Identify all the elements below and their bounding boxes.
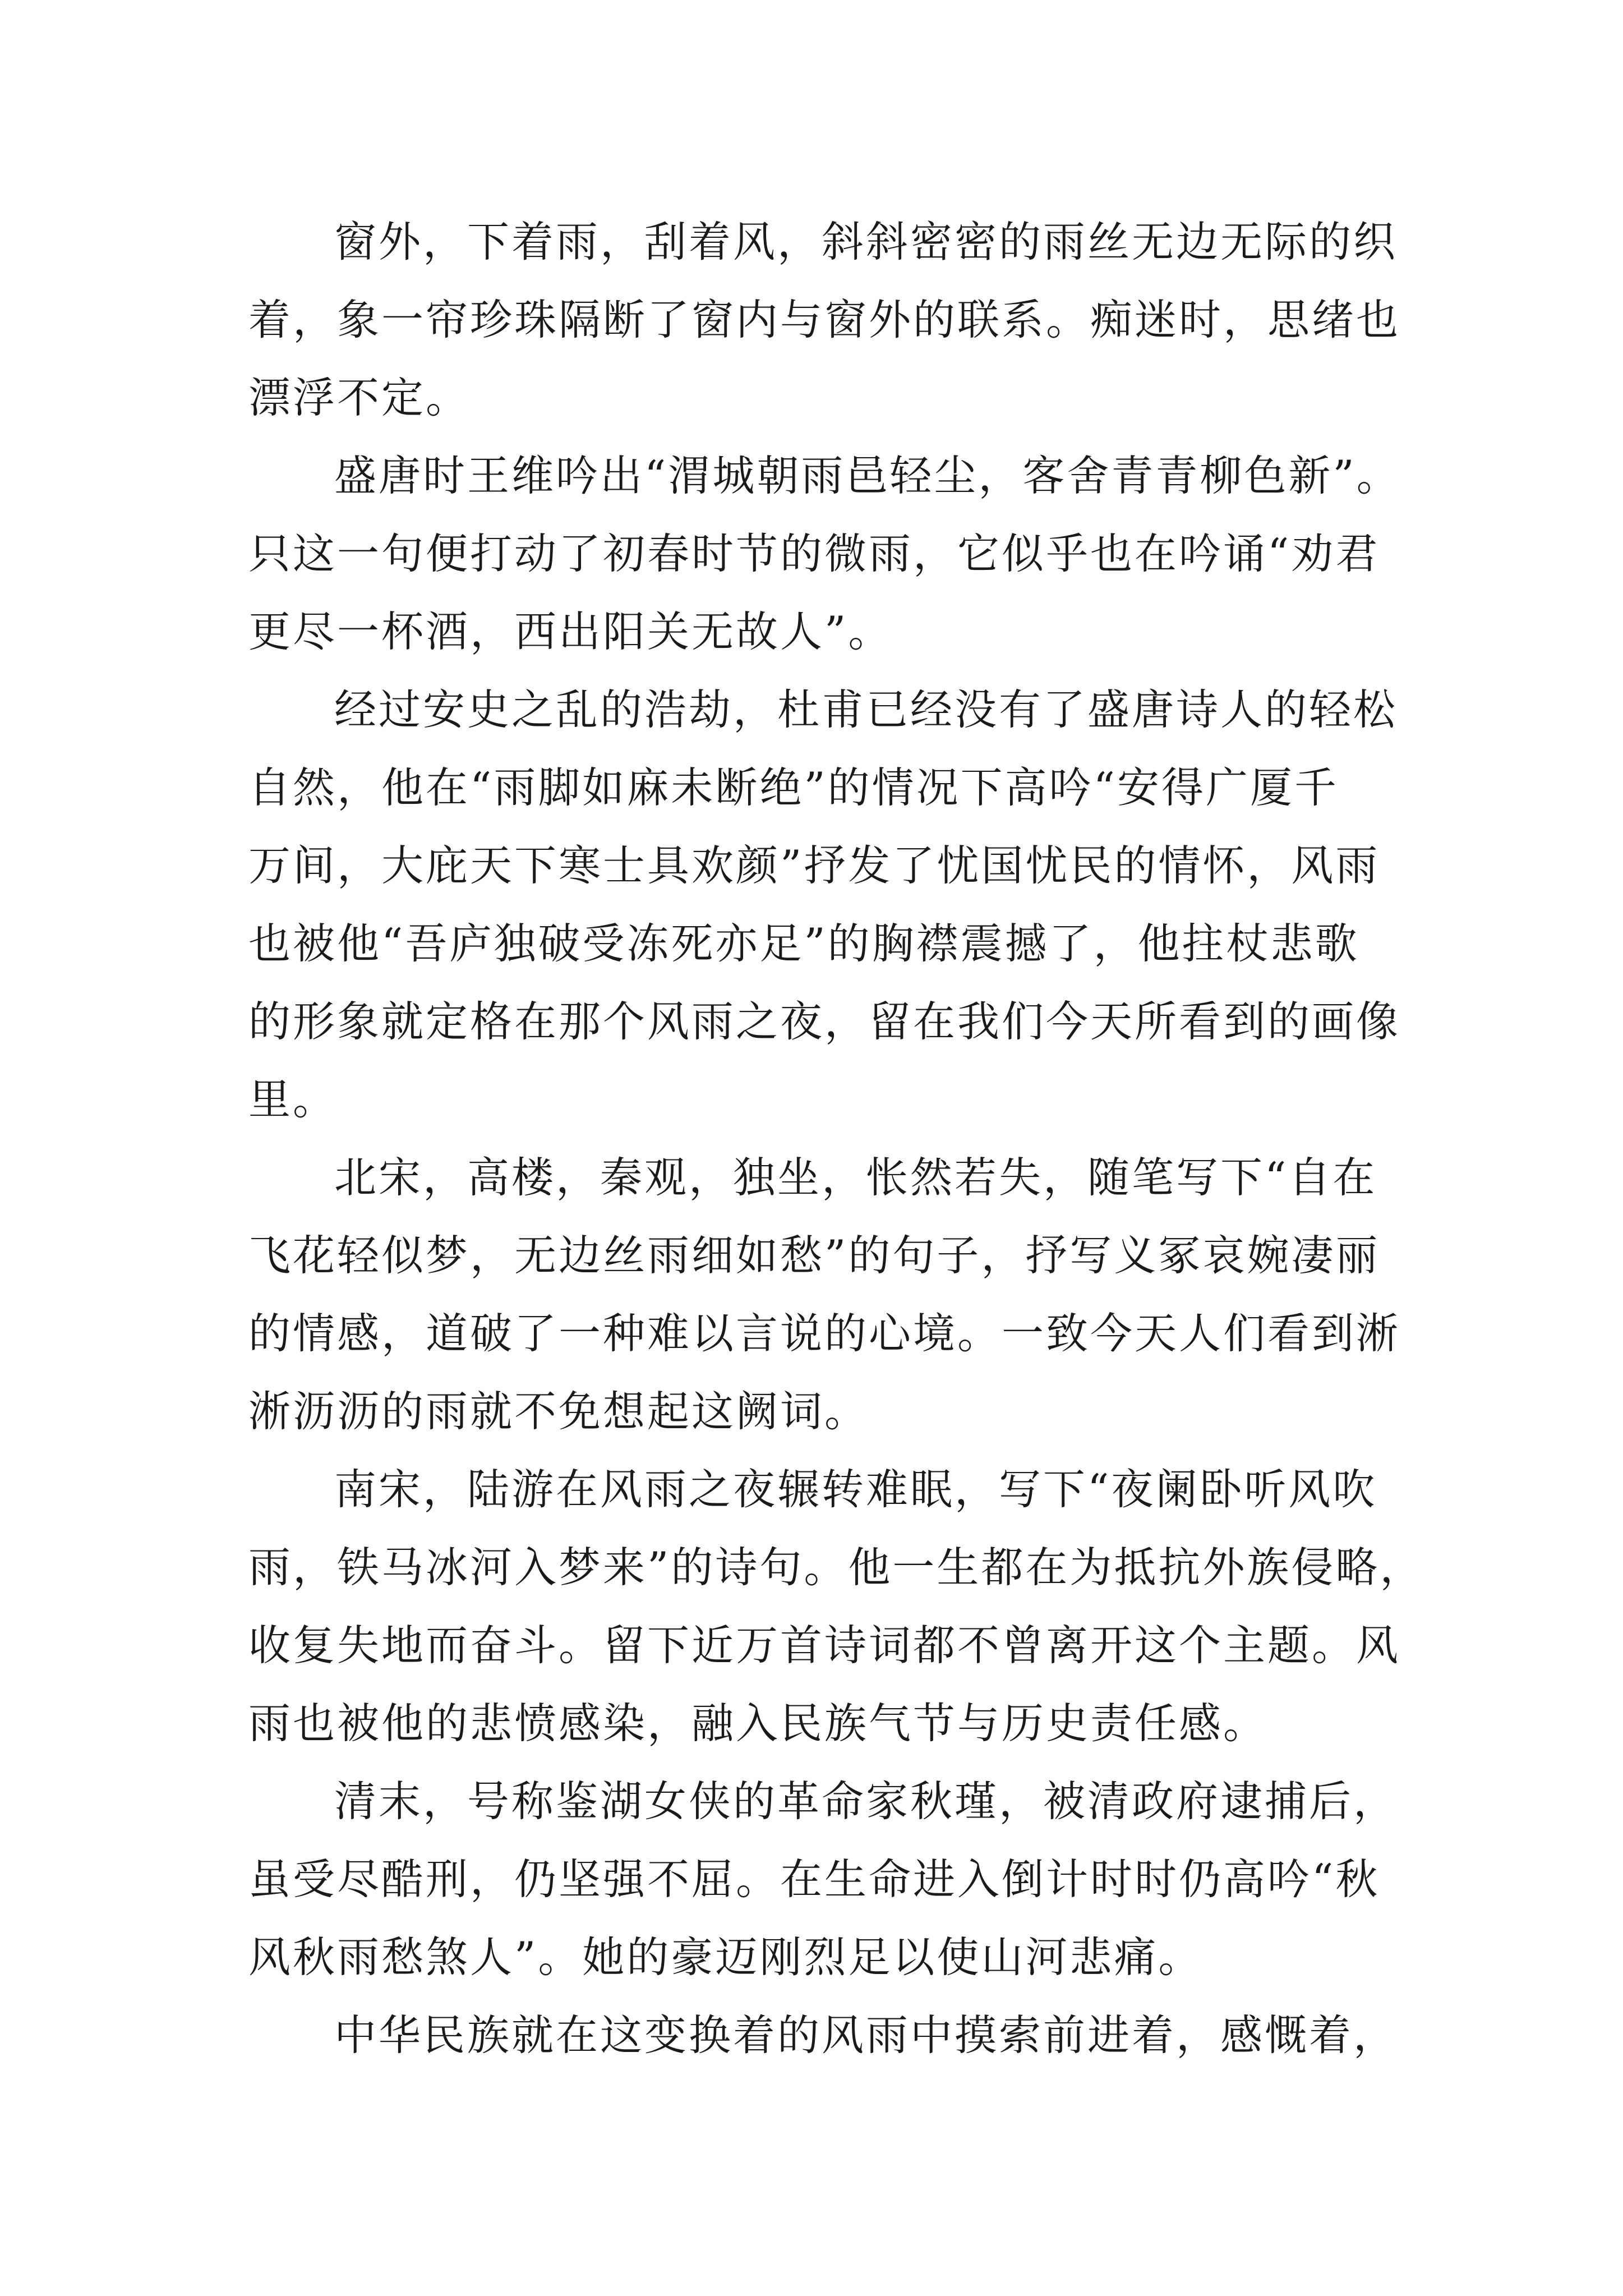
paragraph-5-line-1: 南宋，陆游在风雨之夜辗转难眠，写下“夜阑卧听风吹 [334, 1465, 1377, 1514]
paragraph-4-line-2: 飞花轻似梦，无边丝雨细如愁”的句子，抒写义冢哀婉凄丽 [248, 1231, 1380, 1280]
paragraph-1-line-2: 着，象一帘珍珠隔断了窗内与窗外的联系。痴迷时，思绪也 [248, 295, 1401, 344]
paragraph-6-line-3: 风秋雨愁煞人”。她的豪迈刚烈足以使山河悲痛。 [248, 1932, 1203, 1982]
paragraph-6-line-2: 虽受尽酷刑，仍坚强不屈。在生命进入倒计时时仍高吟“秋 [248, 1855, 1380, 1904]
paragraph-3-line-3: 万间，大庇天下寒士具欢颜”抒发了忧国忧民的情怀，风雨 [248, 841, 1380, 890]
paragraph-2-line-3: 更尽一杯酒，西出阳关无故人”。 [248, 607, 893, 656]
paragraph-7-line-1: 中华民族就在这变换着的风雨中摸索前进着，感慨着， [334, 2010, 1398, 2060]
paragraph-5-line-4: 雨也被他的悲愤感染，融入民族气节与历史责任感。 [248, 1699, 1268, 1748]
paragraph-3-line-1: 经过安史之乱的浩劫，杜甫已经没有了盛唐诗人的轻松 [334, 685, 1398, 734]
paragraph-1-line-3: 漂浮不定。 [248, 373, 471, 422]
paragraph-3-line-5: 的形象就定格在那个风雨之夜，留在我们今天所看到的画像 [248, 997, 1401, 1046]
paragraph-4-line-4: 淅沥沥的雨就不免想起这阙词。 [248, 1387, 869, 1436]
paragraph-2-line-1: 盛唐时王维吟出“渭城朝雨邑轻尘，客舍青青柳色新”。 [334, 451, 1401, 500]
paragraph-3-line-6: 里。 [248, 1075, 338, 1124]
paragraph-6-line-1: 清末，号称鉴湖女侠的革命家秋瑾，被清政府逮捕后， [334, 1777, 1398, 1826]
paragraph-3-line-2: 自然，他在“雨脚如麻未断绝”的情况下高吟“安得广厦千 [248, 763, 1339, 812]
paragraph-1-line-1: 窗外，下着雨，刮着风，斜斜密密的雨丝无边无际的织 [334, 217, 1398, 266]
paragraph-4-line-1: 北宋，高楼，秦观，独坐，怅然若失，随笔写下“自在 [334, 1153, 1377, 1202]
paragraph-2-line-2: 只这一句便打动了初春时节的微雨，它似乎也在吟诵“劝君 [248, 529, 1380, 578]
paragraph-5-line-3: 收复失地而奋斗。留下近万首诗词都不曾离开这个主题。风 [248, 1621, 1401, 1670]
paragraph-3-line-4: 也被他“吾庐独破受冻死亦足”的胸襟震撼了，他拄杖悲歌 [248, 919, 1359, 968]
paragraph-5-line-2: 雨，铁马冰河入梦来”的诗句。他一生都在为抵抗外族侵略， [248, 1543, 1424, 1592]
paragraph-4-line-3: 的情感，道破了一种难以言说的心境。一致今天人们看到淅 [248, 1309, 1401, 1358]
